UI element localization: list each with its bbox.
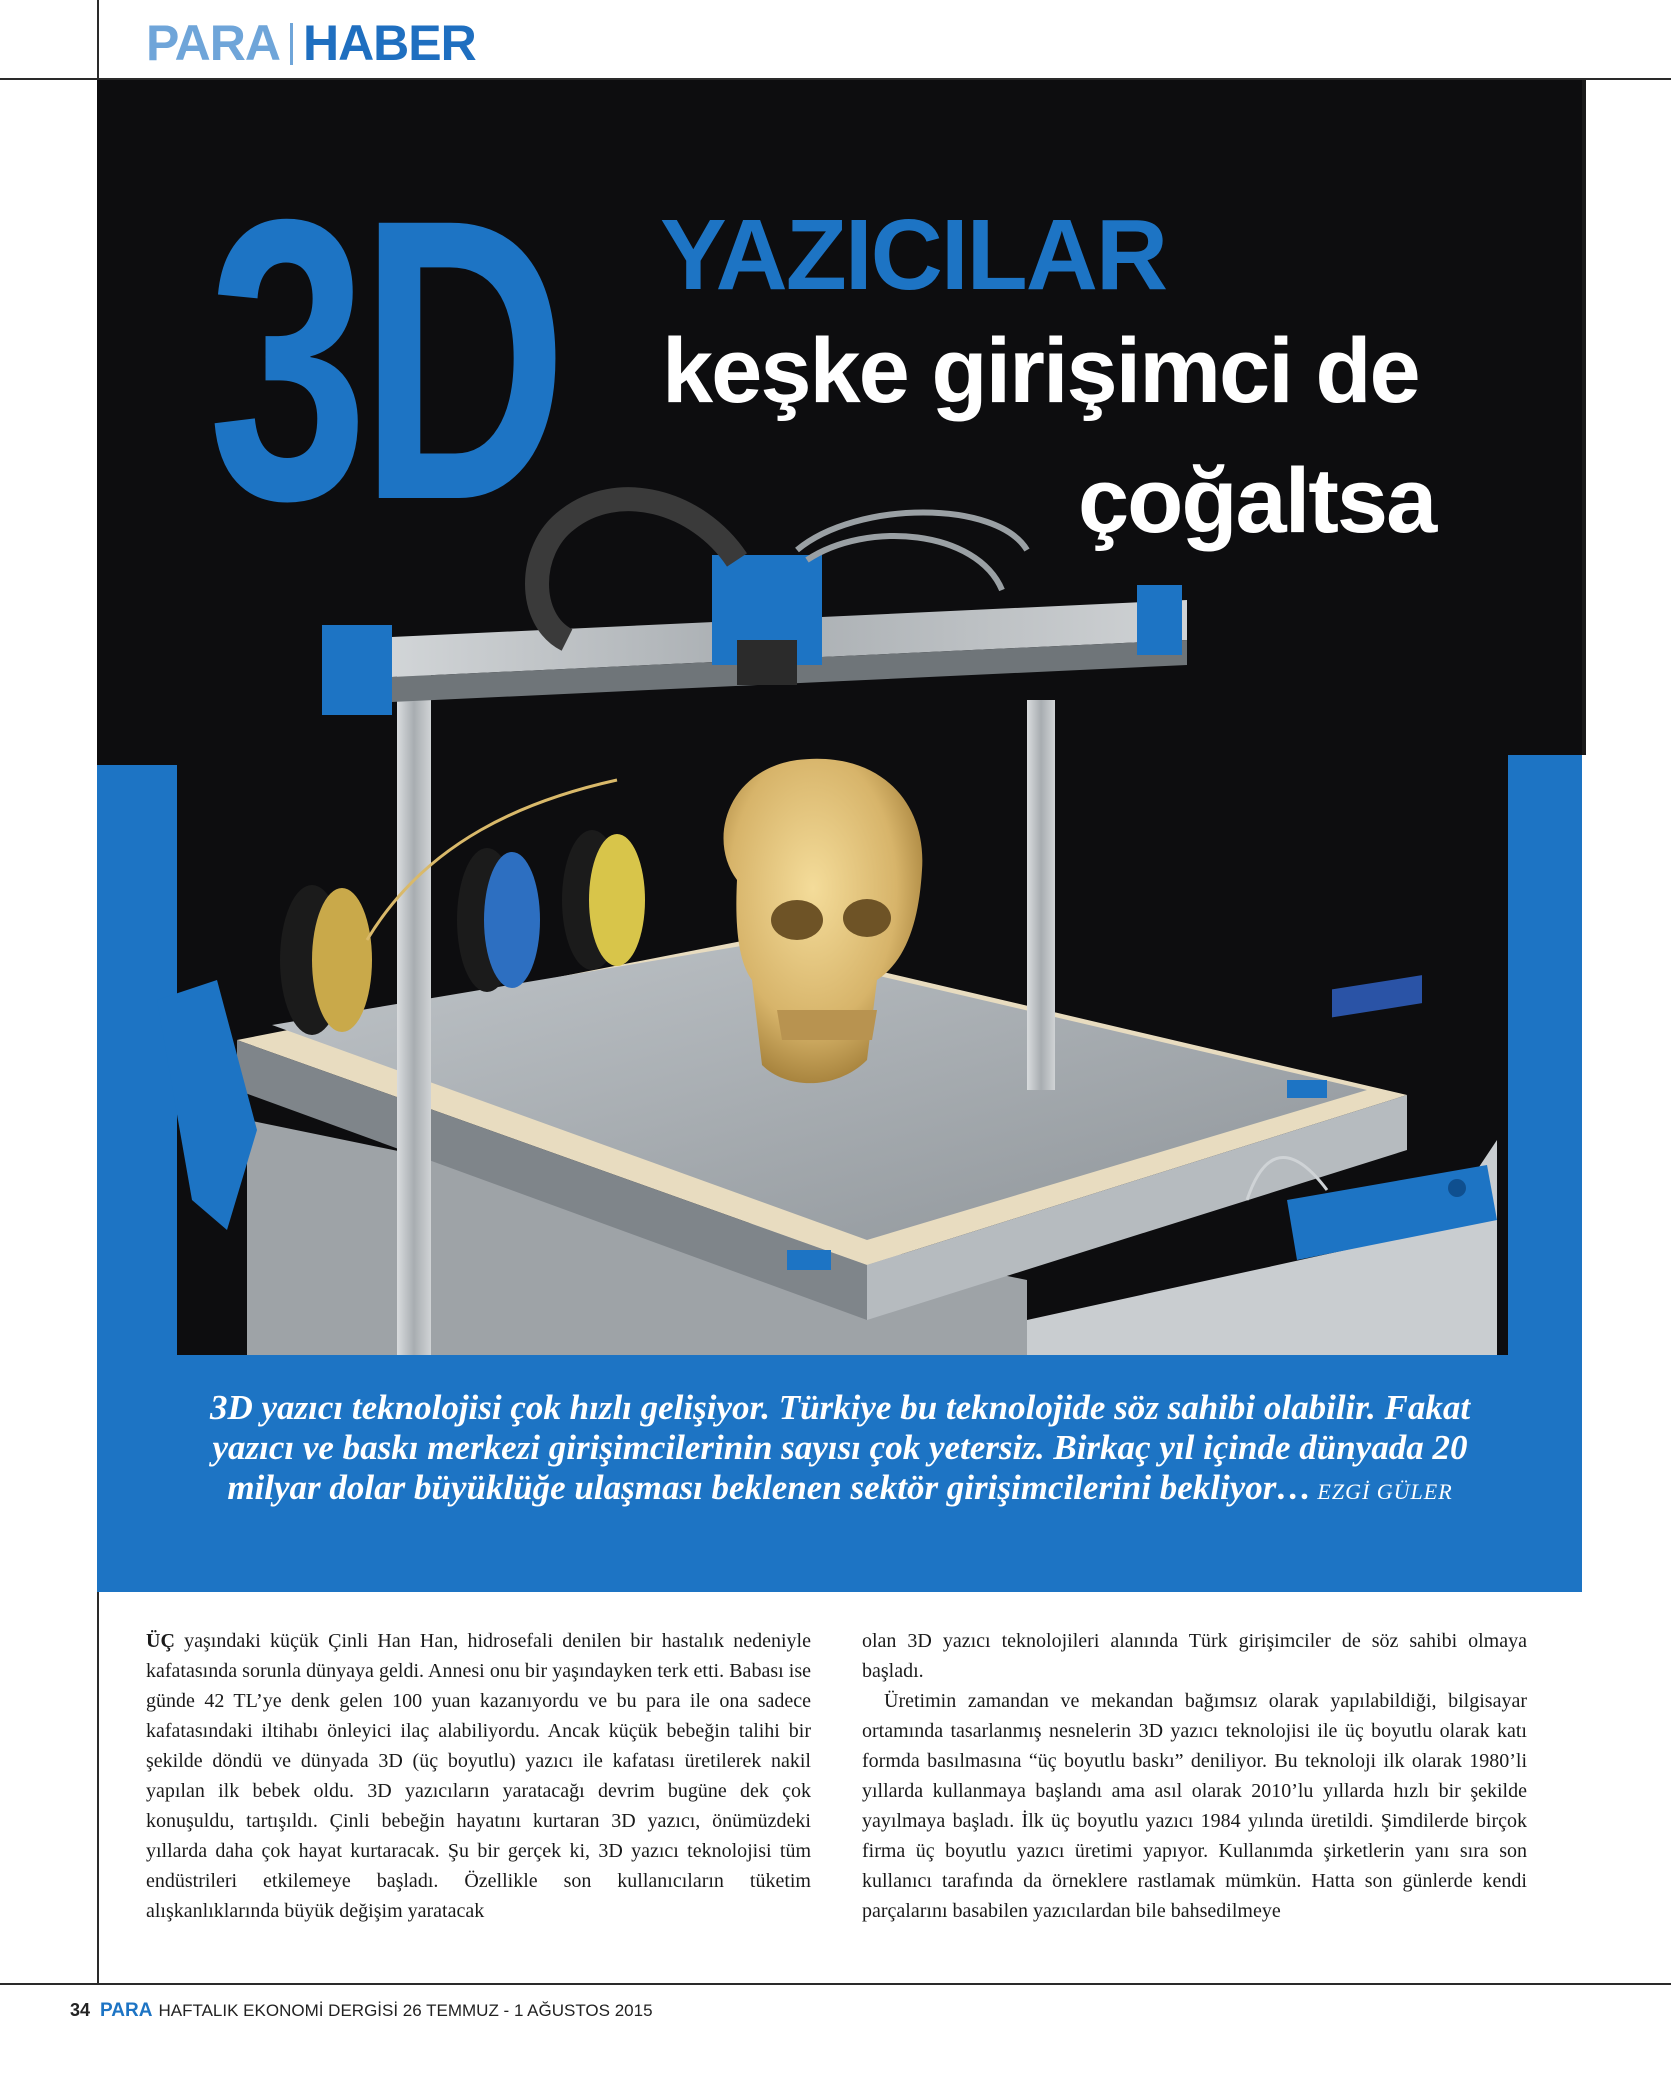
headline-subtitle-line2: çoğaltsa [1078,450,1436,552]
page-footer [70,2000,653,2022]
bottom-rule [0,1983,1671,1985]
body-paragraph: Üretimin zamandan ve mekandan bağımsız olarak yapılabildiği, bilgisayar ortamında tasarlanmış nesnelerin 3D yazıcı teknolojisi ile üç boyutlu olarak katı formda basılmasına “üç boyutlu baskı” deniliyor. Bu teknoloji ilk olarak 1980’li yıllarda kullanmaya başlandı ama asıl olarak 2010’lu yıllarda hızlı bir şekilde yayılmaya başladı. İlk üç boyutlu yazıcı 1984 yılında üretildi. Şimdilerde birçok firma üç boyutlu yazıcı üretimi yapıyor. Kullanımda şirketlerin yanı sıra son kullanıcı tarafında da örneklere rastlamak mümkün. Hatta son günlerde kendi parçalarını basabilen yazıcılardan bile bahsedilmeye [862,1690,1527,1922]
body-column-2 [862,1626,1527,1926]
body-paragraph [146,1626,811,1926]
deck-summary: 3D yazıcı teknolojisi çok hızlı gelişiyor. Türkiye bu teknolojide söz sahibi olabilir. Fakat yazıcı ve baskı merkezi girişimcilerinin sayısı çok yetersiz. Birkaç yıl içinde dünyada 20 milyar dolar büyüklüğe ulaşması beklenen sektör girişimcilerini bekliyor… [209,1388,1471,1507]
masthead-section: PARA [146,15,280,71]
masthead [146,14,476,72]
body-paragraph: olan 3D yazıcı teknolojileri alanında Türk girişimciler de söz sahibi olmaya başladı. [862,1630,1527,1682]
headline-title: YAZICILAR [660,199,1167,311]
deck-author: EZGİ GÜLER [1317,1479,1453,1504]
deck-text [205,1388,1475,1512]
headline-subtitle-line1: keşke girişimci de [662,320,1419,422]
masthead-separator [290,23,293,65]
page-number: 34 [70,2000,91,2020]
body-column-1 [146,1626,811,1926]
lead-word: ÜÇ [146,1630,175,1652]
body-text: yaşındaki küçük Çinli Han Han, hidrosefali denilen bir hastalık nedeniyle kafatasında sorunla dünyaya geldi. Annesi onu bir yaşındayken terk etti. Babası ise günde 42 TL’ye denk gelen 100 yuan kazanıyordu ve bu para ile ona sadece kafatasındaki iltihabı önleyici ilaç alabiliyordu. Ancak küçük bebeğin talihi bir şekilde döndü ve dünyada 3D (üç boyutlu) yazıcı ile kafatası üretilerek nakil yapılan ilk bebek oldu. 3D yazıcıların yaratacağı devrim bugüne dek çok konuşuldu, tartışıldı. Çinli bebeğin hayatını kurtaran 3D yazıcı, önümüzdeki yıllarda daha çok hayat kurtaracak. Şu bir gerçek ki, 3D yazıcı teknolojisi tüm endüstrileri etkilemeye başladı. Özellikle son kullanıcıların tüketim alışkanlıklarında büyük değişim yaratacak [146,1630,811,1922]
footer-issue: HAFTALIK EKONOMİ DERGİSİ 26 TEMMUZ - 1 AĞUSTOS 2015 [158,2001,653,2020]
headline-3d: 3D [208,136,559,583]
footer-brand: PARA [100,2000,153,2021]
hero-edge [1582,80,1586,755]
masthead-category: HABER [302,15,476,71]
